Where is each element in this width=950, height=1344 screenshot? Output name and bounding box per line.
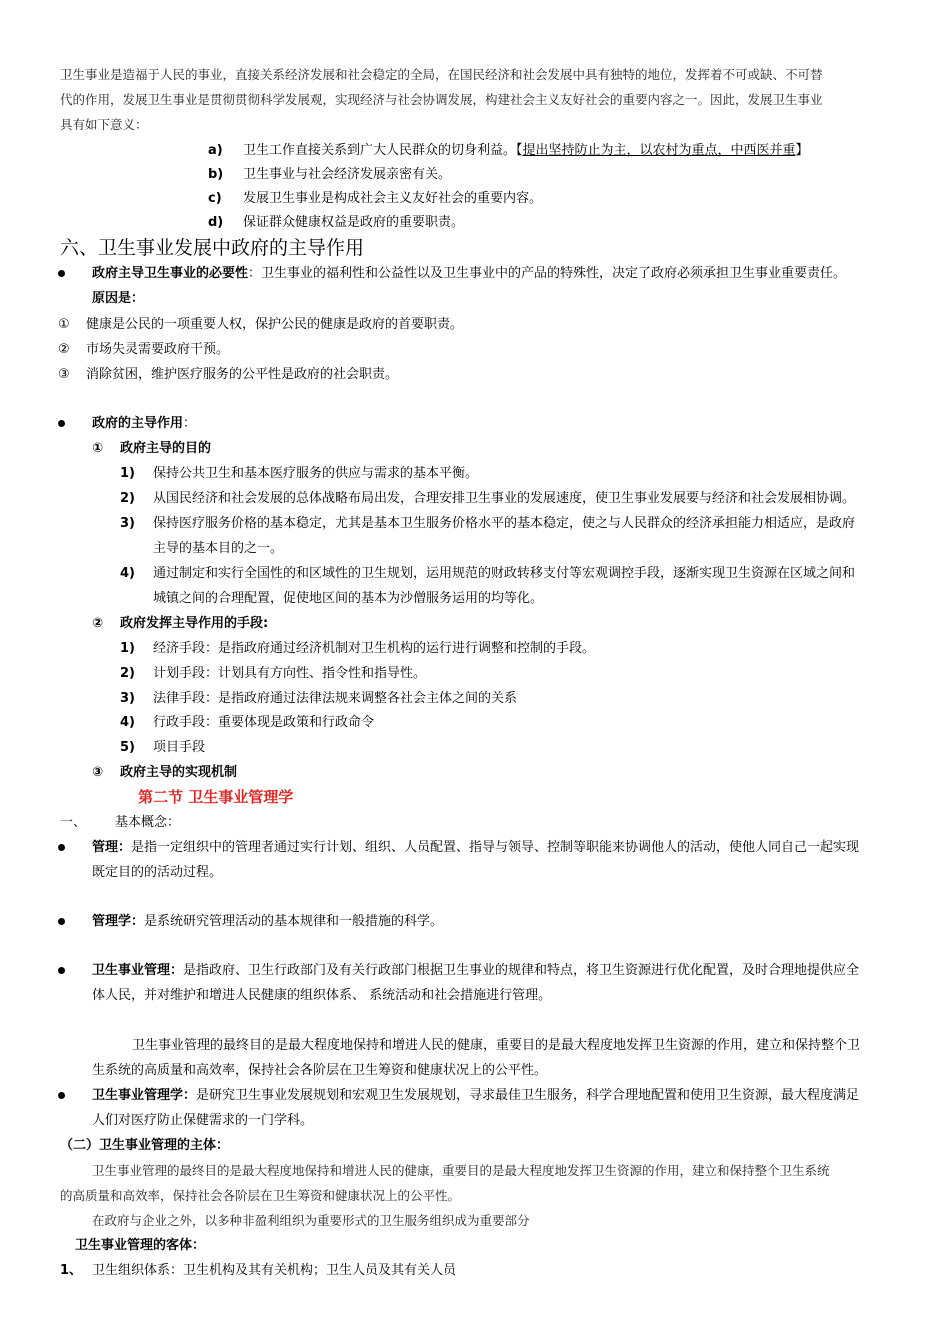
reason-marker-2: ② [58,342,70,357]
health-management-text: 是指政府、卫生行政部门及有关行政部门根据卫生事业的规律和特点，将卫生资源进行优化配置，及时合理地提供应全 [183,963,860,978]
intro-line-3: 具有如下意义： [60,117,148,132]
purpose-item-2: 从国民经济和社会发展的总体战略布局出发，合理安排卫生事业的发展速度，使卫生事业发展要与经济和社会发展相协调。 [153,491,856,506]
bullet-icon [58,967,65,974]
management-definition-line-1 [92,839,859,857]
meaning-item-c: 发展卫生事业是构成社会主义友好社会的重要内容。 [243,191,543,206]
meaning-item-d: 保证群众健康权益是政府的重要职责。 [243,215,465,230]
health-management-science-label: 卫生事业管理学： [92,1088,197,1103]
means-marker-1: 1) [120,641,135,656]
meaning-marker-c: c) [208,191,222,206]
intro-line-2: 代的作用，发展卫生事业是贯彻贯彻科学发展观，实现经济与社会协调发展，构建社会主义友好社会的重要内容之一。因此，发展卫生事业 [60,92,823,107]
role-label: 政府的主导作用 [92,416,184,431]
means-marker-4: 4) [120,715,135,730]
means-item-2: 计划手段：计划具有方向性、指令性和指导性。 [153,666,427,681]
reason-3: 消除贫困，维护医疗服务的公平性是政府的社会职责。 [86,367,399,382]
means-item-5: 项目手段 [153,740,206,755]
health-management-science-text: 是研究卫生事业发展规划和宏观卫生发展规划，寻求最佳卫生服务，科学合理地配置和使用卫生资源，最大程度满足 [196,1088,860,1103]
purpose-item-3-line-1: 保持医疗服务价格的基本稳定，尤其是基本卫生服务价格水平的基本稳定，使之与人民群众的经济承担能力相适应，是政府 [153,516,856,531]
means-marker-2: 2) [120,666,135,681]
reason-2: 市场失灵需要政府干预。 [86,342,230,357]
object-heading: 卫生事业管理的客体： [75,1238,206,1253]
underlined-policy: 提出坚持防止为主，以农村为重点，中西医并重 [522,143,796,158]
bracket-close: 】 [795,143,809,158]
role-line [92,415,196,433]
subject-line-2: 的高质量和高效率，保持社会各阶层在卫生筹资和健康状况上的公平性。 [60,1188,461,1203]
object-item-marker: 1、 [60,1263,83,1278]
object-item-1: 卫生组织体系：卫生机构及其有关机构；卫生人员及其有关人员 [92,1263,457,1278]
means-label: 政府发挥主导作用的手段: [120,616,269,631]
basic-concepts-label: 基本概念： [115,815,181,830]
means-marker-3: 3) [120,691,135,706]
goal-line-2: 生系统的高质量和高效率，保持社会各阶层在卫生筹资和健康状况上的公平性。 [92,1063,548,1078]
necessity-line [92,265,846,283]
purpose-marker: ① [92,441,104,456]
subject-line-1: 卫生事业管理的最终目的是最大程度地保持和增进人民的健康，重要目的是最大程度地发挥卫生资源的作用，建立和保持整个卫生系统 [92,1163,830,1178]
bullet-icon [58,1092,65,1099]
meaning-marker-a: a) [208,143,223,158]
management-science-label: 管理学： [92,914,145,929]
means-item-1: 经济手段：是指政府通过经济机制对卫生机构的运行进行调整和控制的手段。 [153,641,596,656]
purpose-marker-1: 1) [120,466,135,481]
management-label: 管理： [92,840,132,855]
bullet-icon [58,844,65,851]
purpose-marker-2: 2) [120,491,135,506]
management-science-definition [92,913,443,931]
health-management-science-line-1 [92,1087,859,1105]
subject-heading: （二）卫生事业管理的主体： [60,1138,230,1153]
section-2-heading: 第二节 卫生事业管理学 [138,788,294,806]
means-marker: ② [92,616,104,631]
purpose-item-3-line-2: 主导的基本目的之一。 [153,541,284,556]
meaning-text-a: 卫生工作直接关系到广大人民群众的切身利益。 [243,143,517,158]
purpose-item-1: 保持公共卫生和基本医疗服务的供应与需求的基本平衡。 [153,466,479,481]
meaning-marker-b: b) [208,167,224,182]
mechanism-label: 政府主导的实现机制 [120,765,238,780]
bullet-icon [58,420,65,427]
subject-line-3: 在政府与企业之外，以多种非盈利组织为重要形式的卫生服务组织成为重要部分 [92,1213,530,1228]
reason-marker-1: ① [58,317,70,332]
health-management-line-2: 体人民，并对维护和增进人民健康的组织体系、 系统活动和社会措施进行管理。 [92,988,552,1003]
bullet-icon [58,918,65,925]
purpose-item-4-line-1: 通过制定和实行全国性的和区域性的卫生规划，运用规范的财政转移支付等宏观调控手段，逐渐实现卫生资源在区域之间和 [153,566,856,581]
purpose-marker-4: 4) [120,566,135,581]
section-6-heading: 六、卫生事业发展中政府的主导作用 [60,237,365,259]
means-marker-5: 5) [120,740,135,755]
means-item-3: 法律手段：是指政府通过法律法规来调整各社会主体之间的关系 [153,691,518,706]
mechanism-marker: ③ [92,765,104,780]
management-definition-line-2: 既定目的的活动过程。 [92,865,223,880]
reason-1: 健康是公民的一项重要人权，保护公民的健康是政府的首要职责。 [86,317,464,332]
health-management-line-1 [92,962,859,980]
management-science-text: 是系统研究管理活动的基本规律和一般措施的科学。 [144,914,444,929]
intro-line-1: 卫生事业是造福于人民的事业，直接关系经济发展和社会稳定的全局，在国民经济和社会发展中具有独特的地位，发挥着不可或缺、不可替 [60,67,823,82]
meaning-marker-d: d) [208,215,224,230]
basic-concepts-marker: 一、 [60,815,87,830]
reasons-label: 原因是： [92,291,145,306]
purpose-marker-3: 3) [120,516,135,531]
management-text: 是指一定组织中的管理者通过实行计划、组织、人员配置、指导与领导、控制等职能来协调他人的活动，使他人同自己一起实现 [131,840,860,855]
necessity-text: ：卫生事业的福利性和公益性以及卫生事业中的产品的特殊性，决定了政府必须承担卫生事业重要责任。 [248,266,847,281]
reason-marker-3: ③ [58,367,70,382]
bracket-open: 【 [516,143,523,158]
meaning-item-a [243,142,809,160]
meaning-item-b: 卫生事业与社会经济发展亲密有关。 [243,167,452,182]
purpose-item-4-line-2: 城镇之间的合理配置，促使地区间的基本为沙僧服务运用的均等化。 [153,591,544,606]
means-item-4: 行政手段：重要体现是政策和行政命令 [153,715,375,730]
goal-line-1: 卫生事业管理的最终目的是最大程度地保持和增进人民的健康，重要目的是最大程度地发挥卫生资源的作用，建立和保持整个卫 [132,1038,861,1053]
necessity-label: 政府主导卫生事业的必要性 [92,266,249,281]
role-colon: ： [183,416,197,431]
health-management-label: 卫生事业管理： [92,963,184,978]
bullet-icon [58,270,65,277]
health-management-science-line-2: 人们对医疗防止保健需求的一门学科。 [92,1113,314,1128]
purpose-label: 政府主导的目的 [120,441,212,456]
